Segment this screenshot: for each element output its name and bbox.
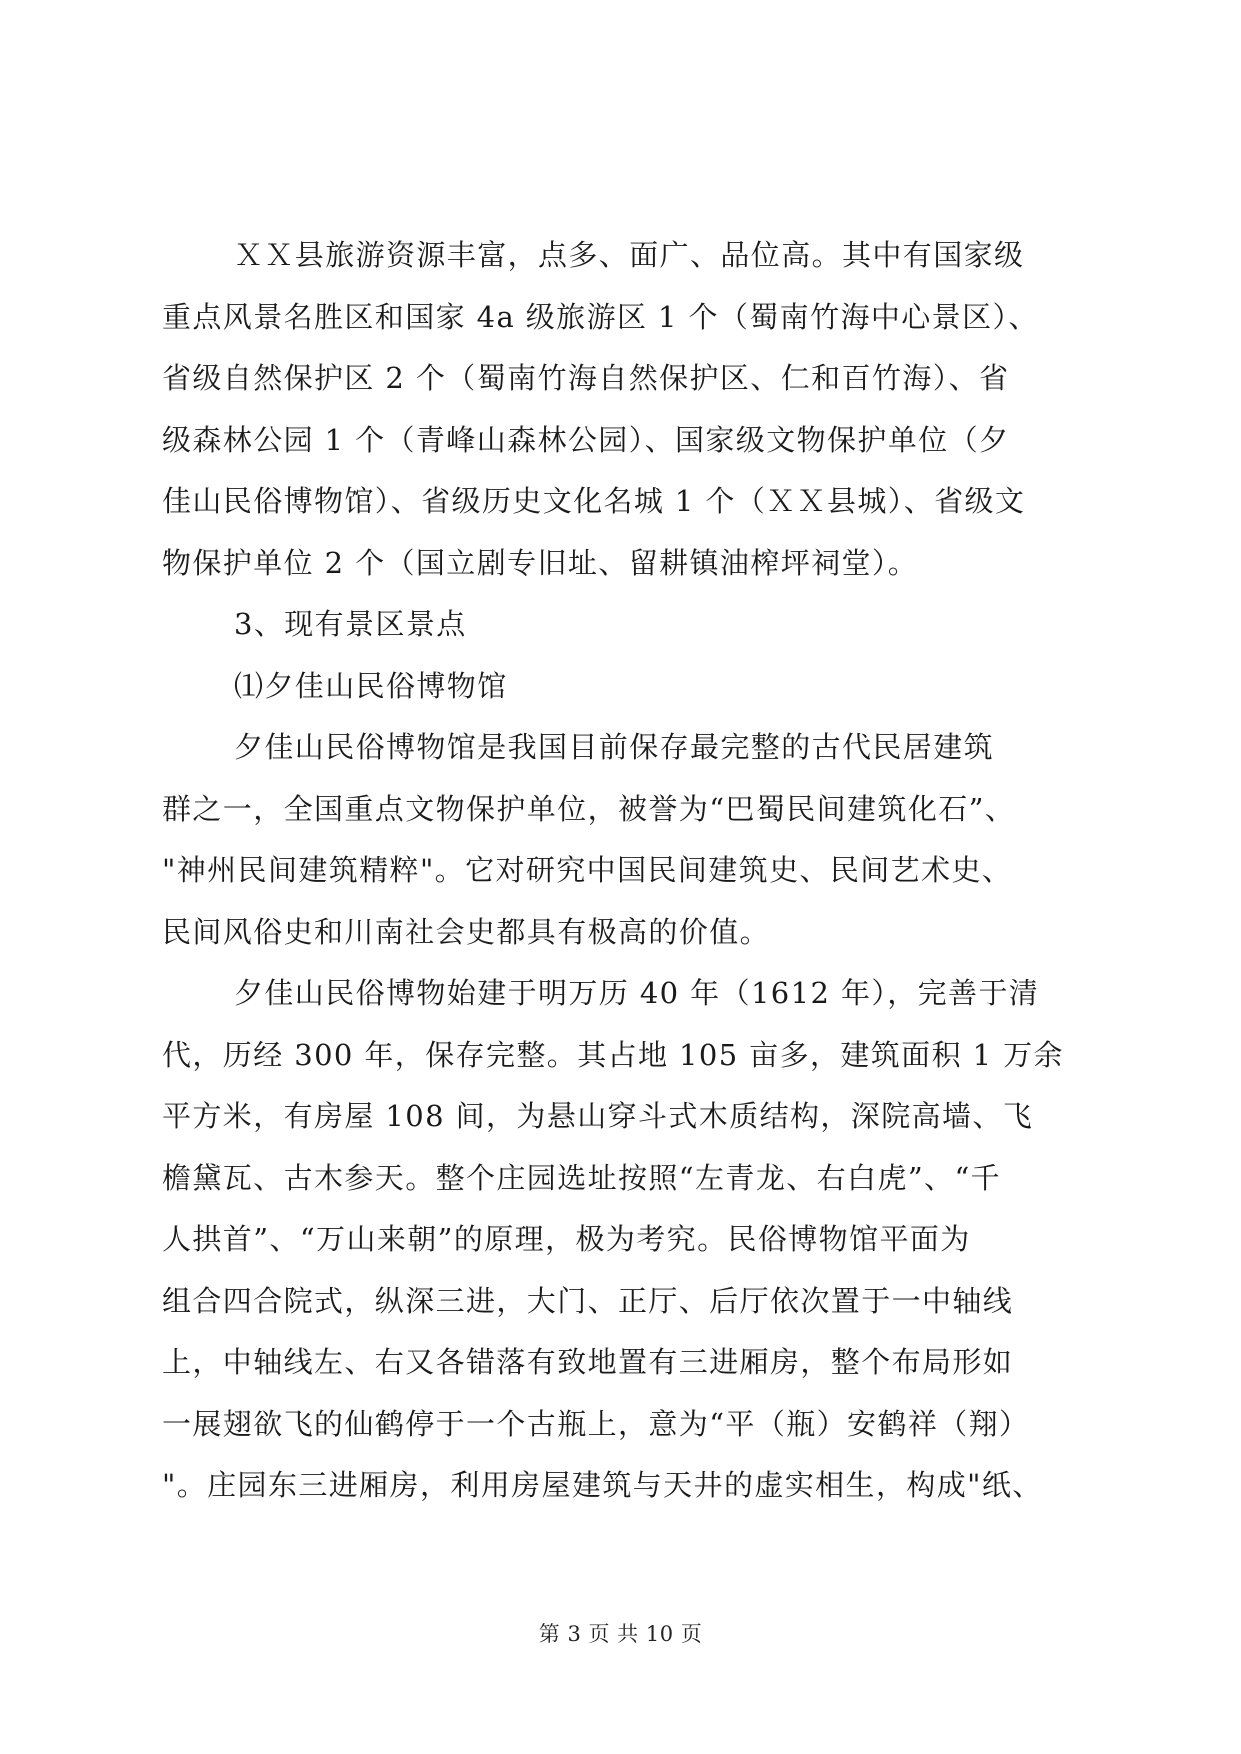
text-line: 群之一，全国重点文物保护单位，被誉为“巴蜀民间建筑化石”、	[162, 791, 1016, 826]
text-line: 省级自然保护区 2 个（蜀南竹海自然保护区、仁和百竹海）、省	[162, 361, 1010, 395]
text-line: 代，历经 300 年，保存完整。其占地 105 亩多，建筑面积 1 万余	[162, 1037, 1064, 1072]
paragraph-tourism-resources	[162, 225, 1082, 594]
text-line: 佳山民俗博物馆）、省级历史文化名城 1 个（ＸＸ县城）、省级文	[162, 484, 1026, 518]
text-line: 重点风景名胜区和国家 4a 级旅游区 1 个（蜀南竹海中心景区）、	[162, 299, 1039, 334]
text-line: 夕佳山民俗博物馆是我国目前保存最完整的古代民居建筑	[234, 730, 995, 764]
section-heading: 3、现有景区景点	[234, 607, 467, 641]
text-line: 物保护单位 2 个（国立剧专旧址、留耕镇油榨坪祠堂）。	[162, 545, 919, 580]
text-line: 檐黛瓦、古木参天。整个庄园选址按照“左青龙、右白虎”、“千	[162, 1160, 1002, 1195]
text-line: 夕佳山民俗博物始建于明万历 40 年（1612 年），完善于清	[234, 976, 1040, 1010]
text-line: ＸＸ县旅游资源丰富，点多、面广、品位高。其中有国家级	[234, 238, 1025, 272]
text-line: "。庄园东三进厢房，利用房屋建筑与天井的虚实相生，构成"纸、	[162, 1468, 1043, 1502]
paragraph-museum-history	[162, 963, 1082, 1517]
subsection-heading: ⑴夕佳山民俗博物馆	[234, 668, 508, 703]
text-line: 一展翅欲飞的仙鹤停于一个古瓶上，意为“平（瓶）安鹤祥（翔）	[162, 1406, 1030, 1441]
text-line: 人拱首”、“万山来朝”的原理，极为考究。民俗博物馆平面为	[162, 1222, 971, 1256]
body-text	[162, 225, 1082, 1517]
text-line: "神州民间建筑精粹"。它对研究中国民间建筑史、民间艺术史、	[162, 853, 1013, 887]
text-line: 民间风俗史和川南社会史都具有极高的价值。	[162, 914, 771, 949]
text-line: 平方米，有房屋 108 间，为悬山穿斗式木质结构，深院高墙、飞	[162, 1099, 1034, 1133]
page-footer: 第 3 页 共 10 页	[538, 1622, 703, 1646]
text-line: 上，中轴线左、右又各错落有致地置有三进厢房，整个布局形如	[162, 1345, 1014, 1379]
paragraph-museum-intro	[162, 717, 1082, 963]
text-line: 级森林公园 1 个（青峰山森林公园）、国家级文物保护单位（夕	[162, 422, 1010, 457]
text-line: 组合四合院式，纵深三进，大门、正厅、后厅依次置于一中轴线	[162, 1283, 1014, 1318]
